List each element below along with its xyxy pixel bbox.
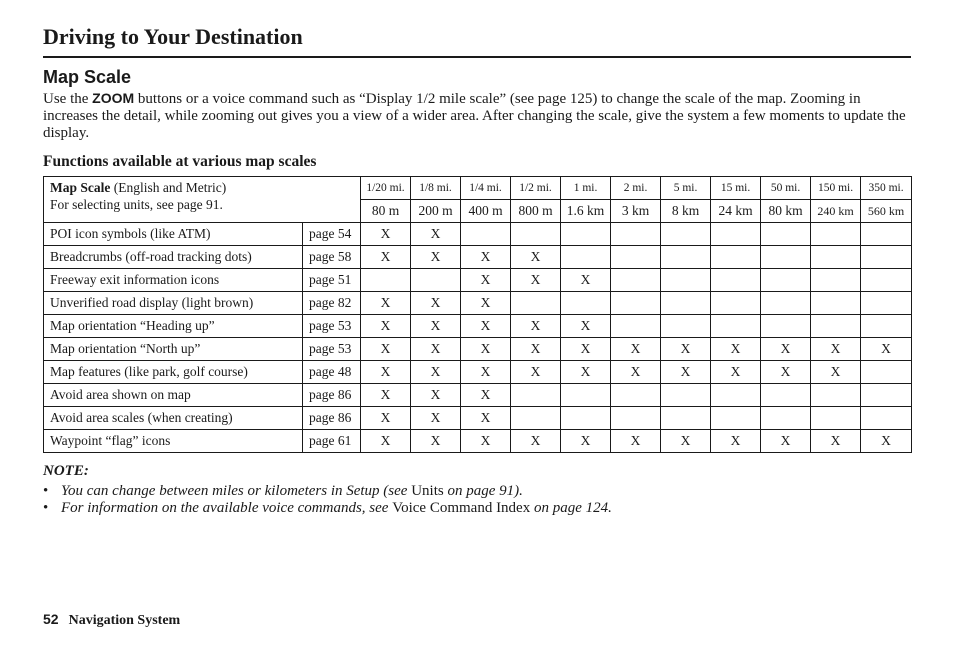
note-reference: Units (411, 483, 444, 499)
availability-cell: X (761, 430, 811, 453)
availability-cell (611, 269, 661, 292)
note-label: NOTE: (43, 463, 89, 479)
scale-miles-cell: 1/2 mi. (511, 177, 561, 200)
page-reference-cell: page 48 (303, 361, 361, 384)
availability-cell: X (511, 361, 561, 384)
availability-cell: X (361, 430, 411, 453)
availability-cell: X (661, 430, 711, 453)
scale-metric-cell: 8 km (661, 200, 711, 223)
scale-metric-cell: 240 km (811, 200, 861, 223)
availability-cell: X (611, 430, 661, 453)
availability-cell (711, 315, 761, 338)
availability-cell: X (361, 315, 411, 338)
availability-cell: X (811, 361, 861, 384)
note-reference: Voice Command Index (392, 500, 531, 516)
availability-cell (811, 407, 861, 430)
availability-cell (511, 384, 561, 407)
availability-cell: X (361, 384, 411, 407)
availability-cell (861, 269, 912, 292)
page-reference-cell: page 54 (303, 223, 361, 246)
availability-cell (761, 223, 811, 246)
feature-name-cell: Map orientation “Heading up” (44, 315, 303, 338)
table-row (44, 384, 912, 407)
note-text: on page 91). (443, 483, 523, 499)
availability-cell (611, 246, 661, 269)
availability-cell (661, 269, 711, 292)
table-row (44, 246, 912, 269)
availability-cell: X (461, 384, 511, 407)
availability-cell (511, 223, 561, 246)
availability-cell: X (411, 384, 461, 407)
scale-miles-cell: 1/4 mi. (461, 177, 511, 200)
map-scale-table (43, 176, 912, 453)
feature-name-cell: Breadcrumbs (off-road tracking dots) (44, 246, 303, 269)
availability-cell (861, 223, 912, 246)
availability-cell: X (461, 246, 511, 269)
availability-cell: X (411, 430, 461, 453)
availability-cell: X (511, 315, 561, 338)
availability-cell: X (411, 338, 461, 361)
availability-cell (761, 269, 811, 292)
availability-cell (711, 384, 761, 407)
availability-cell (511, 407, 561, 430)
availability-cell: X (461, 407, 511, 430)
scale-metric-cell: 1.6 km (561, 200, 611, 223)
availability-cell: X (561, 315, 611, 338)
note-item (43, 500, 913, 517)
availability-cell: X (461, 430, 511, 453)
scale-metric-cell: 400 m (461, 200, 511, 223)
footer (43, 611, 180, 629)
availability-cell (811, 246, 861, 269)
availability-cell (661, 223, 711, 246)
scale-miles-cell: 15 mi. (711, 177, 761, 200)
availability-cell: X (411, 292, 461, 315)
availability-cell: X (661, 338, 711, 361)
availability-cell (861, 315, 912, 338)
map-scale-header-cell (44, 177, 361, 223)
scale-miles-cell: 1 mi. (561, 177, 611, 200)
availability-cell (761, 407, 811, 430)
note-text: on page 124. (530, 500, 612, 516)
availability-cell (811, 223, 861, 246)
page-reference-cell: page 51 (303, 269, 361, 292)
availability-cell: X (361, 338, 411, 361)
miles-header-row (44, 177, 912, 200)
availability-cell: X (411, 361, 461, 384)
page-number: 52 (43, 611, 59, 627)
availability-cell (811, 315, 861, 338)
table-heading: Functions available at various map scales (43, 153, 317, 170)
availability-cell (611, 315, 661, 338)
availability-cell (761, 292, 811, 315)
table-row (44, 292, 912, 315)
availability-cell (411, 269, 461, 292)
availability-cell: X (511, 430, 561, 453)
table-row (44, 361, 912, 384)
availability-cell: X (361, 223, 411, 246)
availability-cell (561, 384, 611, 407)
availability-cell (561, 223, 611, 246)
availability-cell: X (461, 292, 511, 315)
availability-cell: X (461, 338, 511, 361)
availability-cell: X (861, 430, 912, 453)
page-reference-cell: page 82 (303, 292, 361, 315)
page-reference-cell: page 86 (303, 384, 361, 407)
availability-cell (661, 246, 711, 269)
availability-cell (811, 292, 861, 315)
page-reference-cell: page 53 (303, 338, 361, 361)
scale-miles-cell: 1/20 mi. (361, 177, 411, 200)
zoom-button-label: ZOOM (92, 90, 135, 106)
availability-cell (811, 269, 861, 292)
availability-cell: X (411, 407, 461, 430)
table-row (44, 338, 912, 361)
availability-cell: X (511, 338, 561, 361)
page-reference-cell: page 61 (303, 430, 361, 453)
availability-cell: X (811, 430, 861, 453)
availability-cell (461, 223, 511, 246)
feature-name-cell: Map features (like park, golf course) (44, 361, 303, 384)
scale-miles-cell: 1/8 mi. (411, 177, 461, 200)
availability-cell: X (561, 361, 611, 384)
scale-metric-cell: 24 km (711, 200, 761, 223)
availability-cell: X (461, 269, 511, 292)
feature-name-cell: Waypoint “flag” icons (44, 430, 303, 453)
scale-miles-cell: 2 mi. (611, 177, 661, 200)
availability-cell (861, 407, 912, 430)
table-row (44, 430, 912, 453)
scale-metric-cell: 200 m (411, 200, 461, 223)
availability-cell: X (611, 338, 661, 361)
availability-cell: X (761, 338, 811, 361)
map-scale-header-rest: (English and Metric) (110, 180, 227, 195)
availability-cell: X (461, 315, 511, 338)
title-rule (43, 56, 911, 58)
feature-name-cell: Avoid area shown on map (44, 384, 303, 407)
availability-cell (861, 246, 912, 269)
scale-miles-cell: 350 mi. (861, 177, 912, 200)
availability-cell (711, 223, 761, 246)
availability-cell: X (761, 361, 811, 384)
availability-cell: X (861, 338, 912, 361)
availability-cell: X (361, 407, 411, 430)
page-reference-cell: page 58 (303, 246, 361, 269)
table-row (44, 269, 912, 292)
availability-cell (611, 407, 661, 430)
availability-cell (561, 292, 611, 315)
availability-cell: X (561, 338, 611, 361)
page-reference-cell: page 53 (303, 315, 361, 338)
availability-cell: X (361, 246, 411, 269)
availability-cell (861, 361, 912, 384)
intro-text-after: buttons or a voice command such as “Display 1/2 mile scale” (see page 125) to change the scale of the map. Zooming in increases the detail, while zooming out gives you a view of a wider area. After changing the scale, give the system a few moments to update the display. (43, 91, 906, 141)
availability-cell (611, 292, 661, 315)
availability-cell (811, 384, 861, 407)
section-heading: Map Scale (43, 67, 132, 87)
availability-cell (611, 384, 661, 407)
availability-cell: X (811, 338, 861, 361)
availability-cell: X (711, 361, 761, 384)
availability-cell (611, 223, 661, 246)
bullet-icon: • (43, 483, 49, 499)
feature-name-cell: Avoid area scales (when creating) (44, 407, 303, 430)
intro-text-before: Use the (43, 91, 93, 107)
scale-metric-cell: 800 m (511, 200, 561, 223)
availability-cell: X (361, 292, 411, 315)
availability-cell (661, 384, 711, 407)
availability-cell (561, 246, 611, 269)
page-title: Driving to Your Destination (43, 24, 303, 49)
availability-cell (511, 292, 561, 315)
availability-cell: X (611, 361, 661, 384)
availability-cell (711, 269, 761, 292)
feature-name-cell: POI icon symbols (like ATM) (44, 223, 303, 246)
availability-cell (711, 246, 761, 269)
feature-name-cell: Map orientation “North up” (44, 338, 303, 361)
table-row (44, 223, 912, 246)
bullet-icon: • (43, 500, 49, 516)
scale-metric-cell: 80 km (761, 200, 811, 223)
map-scale-header-bold: Map Scale (50, 180, 111, 195)
availability-cell: X (411, 223, 461, 246)
scale-miles-cell: 150 mi. (811, 177, 861, 200)
table-row (44, 315, 912, 338)
availability-cell (711, 407, 761, 430)
map-scale-header-line2: For selecting units, see page 91. (50, 197, 223, 212)
scale-metric-cell: 3 km (611, 200, 661, 223)
note-text: You can change between miles or kilometers in Setup (see (61, 483, 412, 499)
scale-miles-cell: 50 mi. (761, 177, 811, 200)
availability-cell (711, 292, 761, 315)
availability-cell (361, 269, 411, 292)
note-list (43, 483, 913, 517)
availability-cell: X (511, 246, 561, 269)
feature-name-cell: Freeway exit information icons (44, 269, 303, 292)
availability-cell: X (511, 269, 561, 292)
scale-miles-cell: 5 mi. (661, 177, 711, 200)
note-text: For information on the available voice commands, see (61, 500, 393, 516)
availability-cell (661, 315, 711, 338)
availability-cell (761, 384, 811, 407)
availability-cell (861, 292, 912, 315)
availability-cell (561, 407, 611, 430)
availability-cell: X (711, 338, 761, 361)
availability-cell: X (561, 269, 611, 292)
intro-paragraph (43, 90, 913, 142)
availability-cell (661, 407, 711, 430)
availability-cell (761, 315, 811, 338)
scale-metric-cell: 80 m (361, 200, 411, 223)
availability-cell: X (561, 430, 611, 453)
availability-cell: X (361, 361, 411, 384)
footer-system-name: Navigation System (68, 613, 181, 628)
page-reference-cell: page 86 (303, 407, 361, 430)
feature-name-cell: Unverified road display (light brown) (44, 292, 303, 315)
availability-cell: X (411, 246, 461, 269)
availability-cell: X (711, 430, 761, 453)
availability-cell: X (661, 361, 711, 384)
availability-cell: X (411, 315, 461, 338)
scale-metric-cell: 560 km (861, 200, 912, 223)
availability-cell (861, 384, 912, 407)
availability-cell: X (461, 361, 511, 384)
table-row (44, 407, 912, 430)
availability-cell (661, 292, 711, 315)
availability-cell (761, 246, 811, 269)
note-item (43, 483, 913, 500)
